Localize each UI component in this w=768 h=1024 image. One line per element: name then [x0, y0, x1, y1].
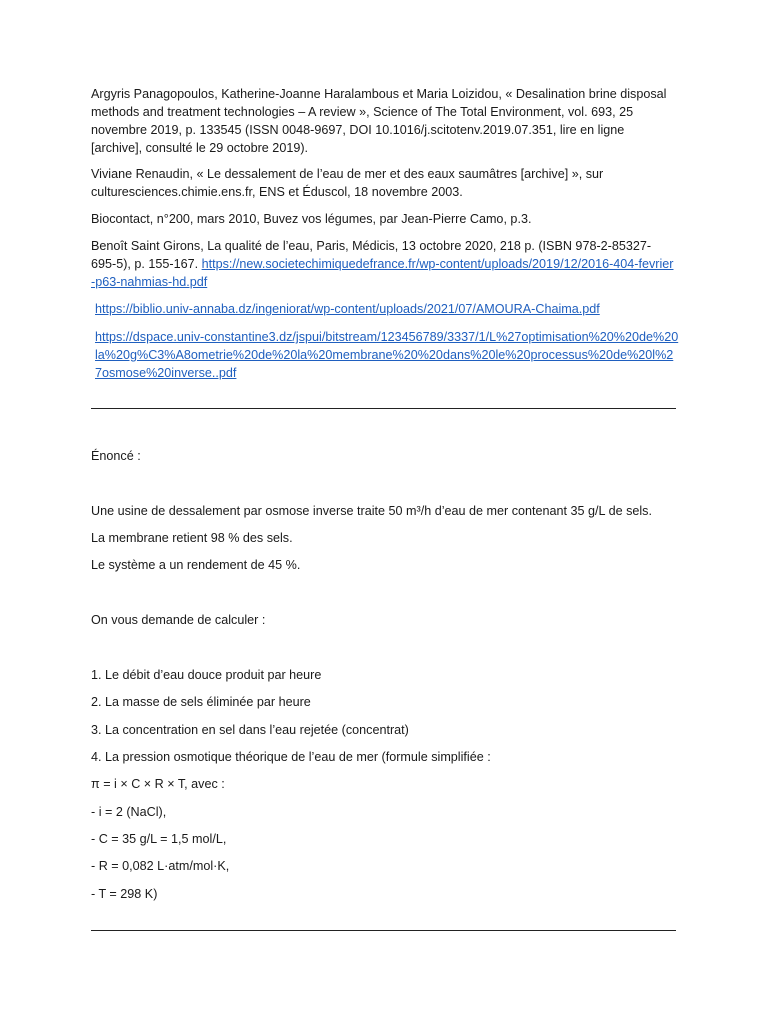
- param-i: - i = 2 (NaCl),: [91, 805, 167, 819]
- statement-flow: Une usine de dessalement par osmose inverse traite 50 m³/h d’eau de mer contenant 35 g/L de sels.: [91, 504, 652, 518]
- link-societe-chimique[interactable]: https://new.societechimiquedefrance.fr/wp-content/uploads/2019/12/2016-404-fevrier-p63-nahmias-hd.pdf: [91, 257, 674, 289]
- link-univ-annaba[interactable]: https://biblio.univ-annaba.dz/ingeniorat/wp-content/uploads/2021/07/AMOURA-Chaima.pdf: [95, 302, 600, 316]
- divider-bottom: [91, 930, 676, 931]
- question-1: 1. Le débit d’eau douce produit par heure: [91, 668, 322, 682]
- reference-renaudin: Viviane Renaudin, « Le dessalement de l’eau de mer et des eaux saumâtres [archive] », sur culturesciences.chimie.ens.fr, ENS et Éduscol, 18 novembre 2003.: [91, 167, 604, 199]
- question-2: 2. La masse de sels éliminée par heure: [91, 695, 311, 709]
- divider-top: [91, 408, 676, 409]
- question-4: 4. La pression osmotique théorique de l’eau de mer (formule simplifiée :: [91, 750, 491, 764]
- reference-panagopoulos: Argyris Panagopoulos, Katherine-Joanne Haralambous et Maria Loizidou, « Desalination brine disposal methods and treatment technologies – A review », Science of The Total Environment, vol. 693, 25 novembre 2019, p. 133545 (ISSN 0048-9697, DOI 10.1016/j.scitotenv.2019.07.351, lire en ligne [archive], consulté le 29 octobre 2019).: [91, 87, 667, 155]
- request-text: On vous demande de calculer :: [91, 613, 266, 627]
- reference-annaba: [95, 300, 680, 318]
- statement-membrane: La membrane retient 98 % des sels.: [91, 531, 293, 545]
- formula: π = i × C × R × T, avec :: [91, 777, 225, 791]
- reference-biocontact: Biocontact, n°200, mars 2010, Buvez vos légumes, par Jean-Pierre Camo, p.3.: [91, 212, 532, 226]
- param-c: - C = 35 g/L = 1,5 mol/L,: [91, 832, 227, 846]
- exercise-heading: Énoncé :: [91, 449, 141, 463]
- reference-saint-girons-text: Benoît Saint Girons, La qualité de l’eau, Paris, Médicis, 13 octobre 2020, 218 p. (ISBN 978-2-85327-695-5), p. 155-167.: [91, 239, 652, 271]
- reference-constantine: [95, 328, 680, 382]
- param-t: - T = 298 K): [91, 887, 158, 901]
- statement-yield: Le système a un rendement de 45 %.: [91, 558, 301, 572]
- param-r: - R = 0,082 L·atm/mol·K,: [91, 859, 230, 873]
- link-univ-constantine[interactable]: https://dspace.univ-constantine3.dz/jspui/bitstream/123456789/3337/1/L%27optimisation%20%20de%20la%20g%C3%A8ometrie%20de%20la%20membrane%20%20dans%20le%20processus%20de%20l%27osmose%20inverse..pdf: [95, 330, 679, 380]
- question-3: 3. La concentration en sel dans l’eau rejetée (concentrat): [91, 723, 409, 737]
- reference-saint-girons: [91, 237, 676, 291]
